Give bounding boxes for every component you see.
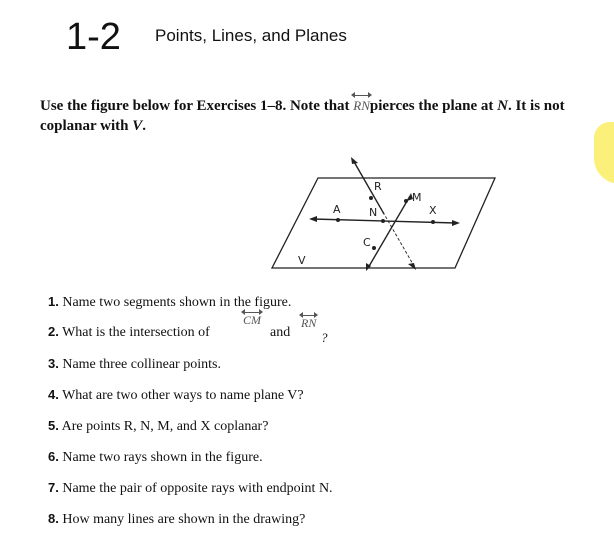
label-m: M [412, 191, 422, 204]
question-3-text: Name three collinear points. [62, 357, 221, 372]
point-m [404, 199, 408, 203]
question-2 [48, 323, 210, 342]
arrowhead-rn-top [351, 157, 358, 164]
question-6-text: Name two rays shown in the figure. [62, 450, 263, 465]
line-rn-label-q2: RN [301, 316, 317, 330]
instructions-paragraph [40, 93, 600, 136]
point-c [372, 246, 376, 250]
label-x: X [429, 204, 437, 217]
intro-text-2: pierces the plane at [369, 98, 498, 114]
arrowhead-ax-right [452, 220, 460, 226]
intro-text-3: . It is not coplanar with [40, 98, 565, 134]
question-8-number: 8. [48, 511, 59, 526]
question-7 [48, 479, 333, 498]
geometry-figure [260, 150, 510, 275]
label-c: C [363, 236, 371, 249]
point-r [369, 196, 373, 200]
label-n: N [369, 206, 378, 219]
line-rn-label: RN [353, 98, 370, 113]
question-8 [48, 510, 305, 529]
question-4-number: 4. [48, 387, 59, 402]
question-3-number: 3. [48, 356, 59, 371]
question-4-text: What are two other ways to name plane V? [62, 388, 304, 403]
line-cm-symbol [243, 310, 261, 328]
question-2-number: 2. [48, 324, 59, 339]
line-rn-symbol [353, 93, 370, 116]
lesson-number: 1-2 [66, 16, 121, 58]
intro-text-1: Use the figure below for Exercises 1–8. Note that [40, 98, 354, 114]
intro-point-n: N [497, 98, 508, 114]
question-5-number: 5. [48, 418, 59, 433]
point-x [431, 220, 435, 224]
question-7-number: 7. [48, 480, 59, 495]
question-1-text: Name two segments shown in the figure. [62, 295, 292, 310]
line-cm-label: CM [243, 313, 261, 327]
question-6 [48, 448, 263, 467]
question-7-text: Name the pair of opposite rays with endpoint N. [62, 481, 333, 496]
question-2-and: and [270, 325, 291, 340]
question-6-number: 6. [48, 449, 59, 464]
question-5 [48, 417, 268, 436]
arrowhead-rn-bottom [408, 263, 416, 270]
question-1-number: 1. [48, 294, 59, 309]
arrowhead-ax-left [309, 216, 317, 222]
question-4 [48, 386, 304, 405]
question-2-text: What is the intersection of [62, 325, 210, 340]
lesson-title: Points, Lines, and Planes [155, 26, 347, 45]
label-v: V [298, 254, 306, 267]
point-a [336, 218, 340, 222]
question-2-question-mark: ? [321, 330, 328, 345]
question-5-text: Are points R, N, M, and X coplanar? [61, 419, 269, 434]
label-a: A [333, 203, 341, 216]
label-r: R [374, 180, 382, 193]
question-8-text: How many lines are shown in the drawing? [62, 512, 306, 527]
intro-plane-v: V [132, 118, 143, 134]
question-3 [48, 355, 221, 374]
line-rn-symbol-q2 [301, 313, 316, 331]
point-n [381, 219, 385, 223]
intro-text-4: . [142, 118, 146, 134]
